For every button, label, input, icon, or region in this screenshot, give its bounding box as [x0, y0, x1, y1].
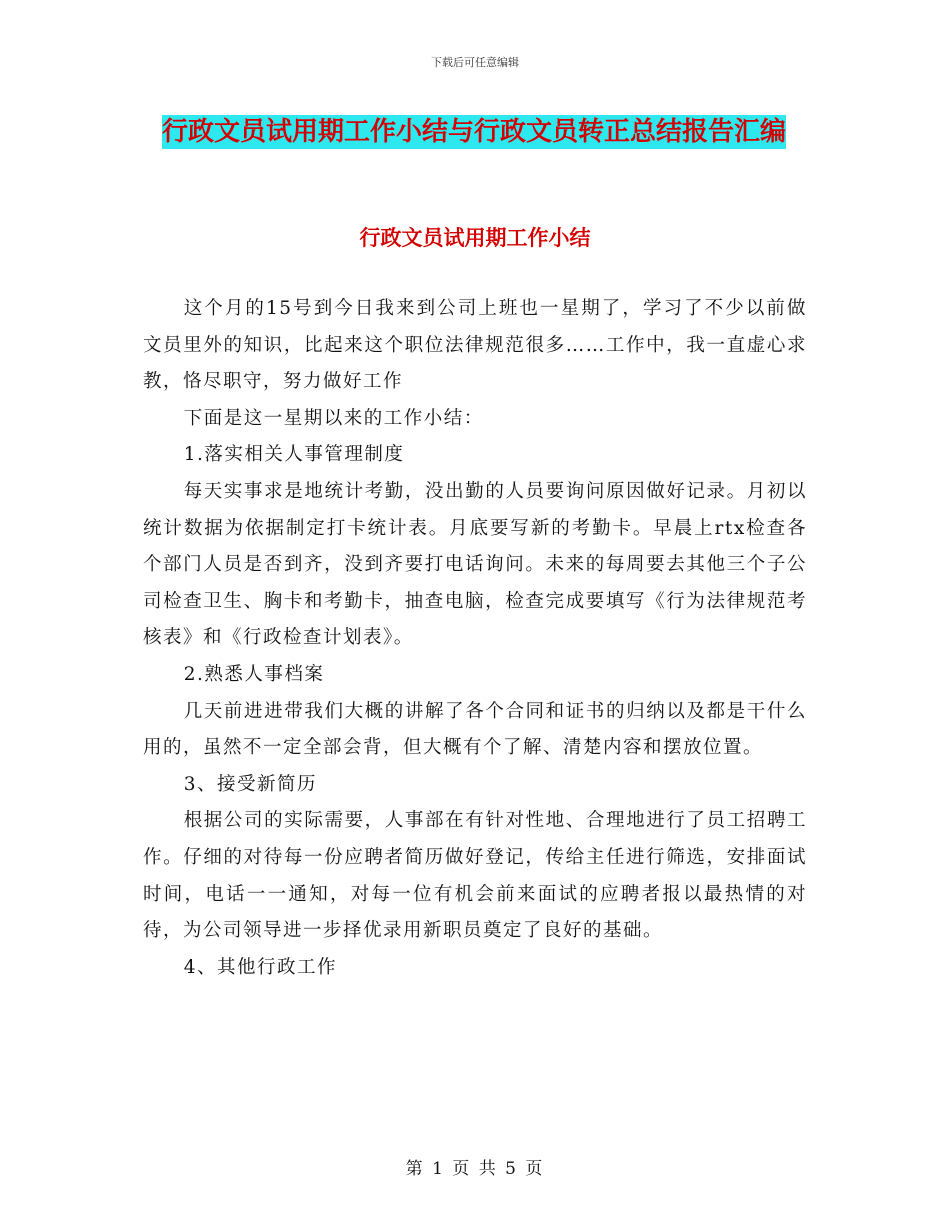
paragraph-intro: 这个月的15号到今日我来到公司上班也一星期了，学习了不少以前做文员里外的知识，比起来这个职位法律规范很多……工作中，我一直虚心求教，恪尽职守，努力做好工作: [143, 298, 807, 393]
paragraph-item-3: 根据公司的实际需要，人事部在有针对性地、合理地进行了员工招聘工作。仔细的对待每一份应聘者简历做好登记，传给主任进行筛选，安排面试时间，电话一一通知，对每一位有机会前来面试的应聘者报以最热情的对待，为公司领导进一步择优录用新职员奠定了良好的基础。: [143, 810, 807, 942]
document-title: [140, 110, 808, 155]
heading-item-1: 1.落实相关人事管理制度: [183, 444, 405, 466]
paragraph-item-1: 每天实事求是地统计考勤，没出勤的人员要询问原因做好记录。月初以统计数据为依据制定打卡统计表。月底要写新的考勤卡。早晨上rtx检查各个部门人员是否到齐，没到齐要打电话询问。未来的每周要去其他三个子公司检查卫生、胸卡和考勤卡，抽查电脑，检查完成要填写《行为法律规范考核表》和《行政检查计划表》。: [143, 480, 807, 649]
heading-item-2: 2.熟悉人事档案: [183, 663, 325, 685]
header-note: 下载后可任意编辑: [431, 56, 519, 69]
document-body: [143, 291, 807, 986]
heading-item-4: 4、其他行政工作: [183, 956, 337, 978]
page-footer: 第 1 页 共 5 页: [405, 1159, 545, 1179]
document-title-text: 行政文员试用期工作小结与行政文员转正总结报告汇编: [161, 117, 786, 147]
paragraph-summary-lead: 下面是这一星期以来的工作小结：: [183, 407, 484, 429]
section-title: 行政文员试用期工作小结: [359, 226, 591, 250]
heading-item-3: 3、接受新简历: [183, 773, 317, 795]
paragraph-item-2: 几天前进进带我们大概的讲解了各个合同和证书的归纳以及都是干什么用的，虽然不一定全部会背，但大概有个了解、清楚内容和摆放位置。: [143, 700, 807, 759]
